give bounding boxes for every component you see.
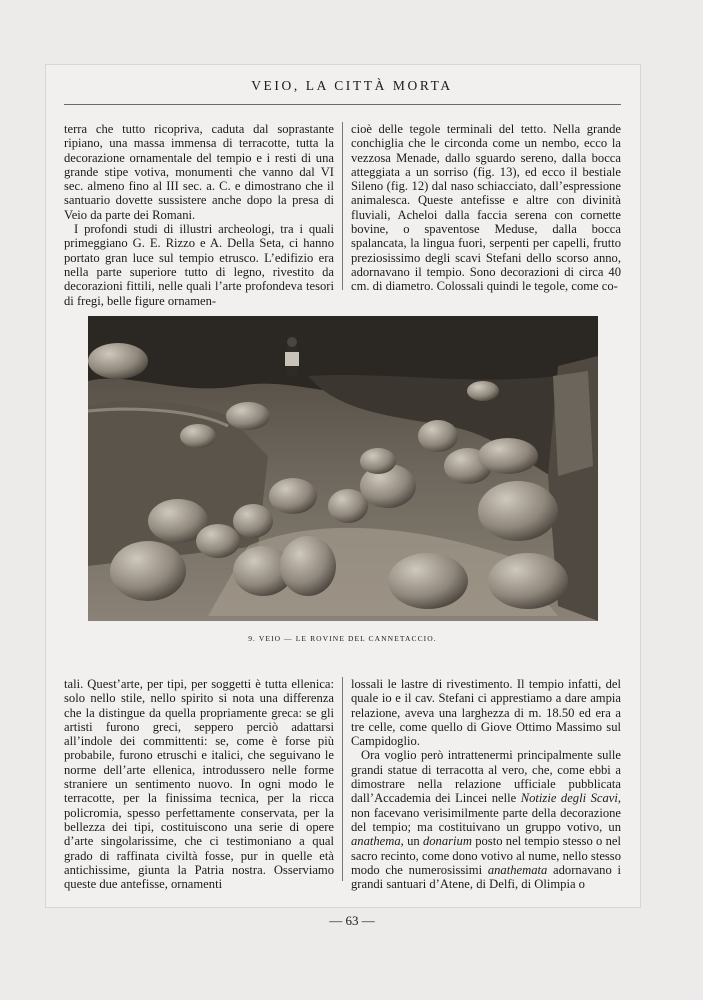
- text-column-3: [64, 677, 334, 891]
- standing-figure: [285, 337, 299, 376]
- italic-title: Notizie degli Scavi: [520, 791, 618, 806]
- text-run: adornavano i grandi santuari d’Atene, di Delfi, di Olimpia o: [351, 862, 621, 892]
- paragraph: lossali le lastre di rivestimento. Il tempio infatti, del quale io e il cav. Stefani ci apprestiamo a dare ampia relazione, aveva una larghezza di m. 18.50 ed era a tre celle, come quello di Giove Ottimo Massimo sul Campidoglio.: [351, 677, 621, 749]
- column-divider: [342, 122, 343, 290]
- paragraph: [351, 748, 621, 891]
- text-run: , non facevano verisimilmente parte della decorazione del tempio; ma costituivano un gruppo votivo, un: [351, 791, 621, 834]
- text-column-2: [351, 122, 621, 294]
- text-run: posto nel tempio stesso o nel sacro recinto, come dono votivo al nume, nello stesso modo che numerosissimi: [351, 834, 622, 877]
- paragraph: terra che tutto ricopriva, caduta dal soprastante ripiano, una massa immensa di terracotte, tutta la decorazione ornamentale del tempio e i resti di una grande stipe votiva, monumenti che vanno dal VI sec. almeno fino al III sec. a. C. e dimostrano che il santuario dovette sussistere anche dopo la presa di Veio da parte dei Romani.: [64, 122, 334, 222]
- header-rule: [64, 104, 621, 105]
- column-divider: [342, 677, 343, 881]
- paragraph: tali. Quest’arte, per tipi, per soggetti è tutta ellenica: solo nello stile, nello spirito si nota una differenza che la distingue da quella propriamente greca: se gli artisti furono greci, seppero perciò adattarsi all’indole dei committenti: se, come è forse più probabile, furono etruschi e italici, che seguivano le norme dell’arte ellenica, introdussero nelle forme straniere un sentimento nuovo. In ogni modo le terracotte, per la finissima tecnica, per la ricca policromia, spesso perfettamente conservata, per la bellezza dei tipi, costituiscono una serie di opere d’arte singolarissime, che ci testimoniano a qual grado di raffinata civiltà fosse, pur in quelle età antichissime, giunta la Patria nostra. Osserviamo queste due antefisse, ornamenti: [64, 677, 334, 892]
- running-head: VEIO, LA CITTÀ MORTA: [251, 78, 453, 93]
- italic-term: anathema: [351, 834, 401, 849]
- italic-term: donarium: [422, 834, 472, 849]
- text-run: , un: [400, 834, 423, 849]
- text-column-4: [351, 677, 621, 891]
- paragraph: I profondi studi di illustri archeologi, tra i quali primeggiano G. E. Rizzo e A. Della Seta, ci hanno portato gran luce sul tempio etrusco. L’edifizio era nella parte superiore tutto di legno, rivestito da decorazioni fittili, nelle quali l’arte profondeva tesori di fregi, belle figure ornamen-: [64, 222, 334, 308]
- italic-term: anathemata: [487, 862, 548, 877]
- excavation-photograph: [88, 316, 598, 621]
- page-number: — 63 —: [329, 913, 375, 928]
- ruins-photo-illustration: [88, 316, 598, 621]
- text-run: Ora voglio però intrattenermi principalmente sulle grandi statue di terracotta al vero, che, come ebbi a dimostrare nella relazione ufficiale pubblicata dall’Accademia dei Lincei nelle: [351, 748, 621, 806]
- paragraph: cioè delle tegole terminali del tetto. Nella grande conchiglia che le circonda come un nembo, ecco la vezzosa Menade, dallo sguardo sereno, dalla bocca atteggiata a un sorriso (fig. 13), ed ecco il bestiale Sileno (fig. 12) dal naso schiacciato, dall’espressione animalesca. Queste antefisse e altre con divinità fluviali, Acheloi dalla faccia serena con cornette bovine, o spaventose Meduse, dalla bocca spalancata, la lingua fuori, serpenti per capelli, frutto preziosissimo degli scavi Stefani dello scorso anno, adornavano il tempio. Sono decorazioni di circa 40 cm. di diametro. Colossali quindi le tegole, come co-: [351, 122, 621, 294]
- figure-caption: 9. VEIO — LE ROVINE DEL CANNETACCIO.: [248, 634, 437, 643]
- text-column-1: [64, 122, 334, 308]
